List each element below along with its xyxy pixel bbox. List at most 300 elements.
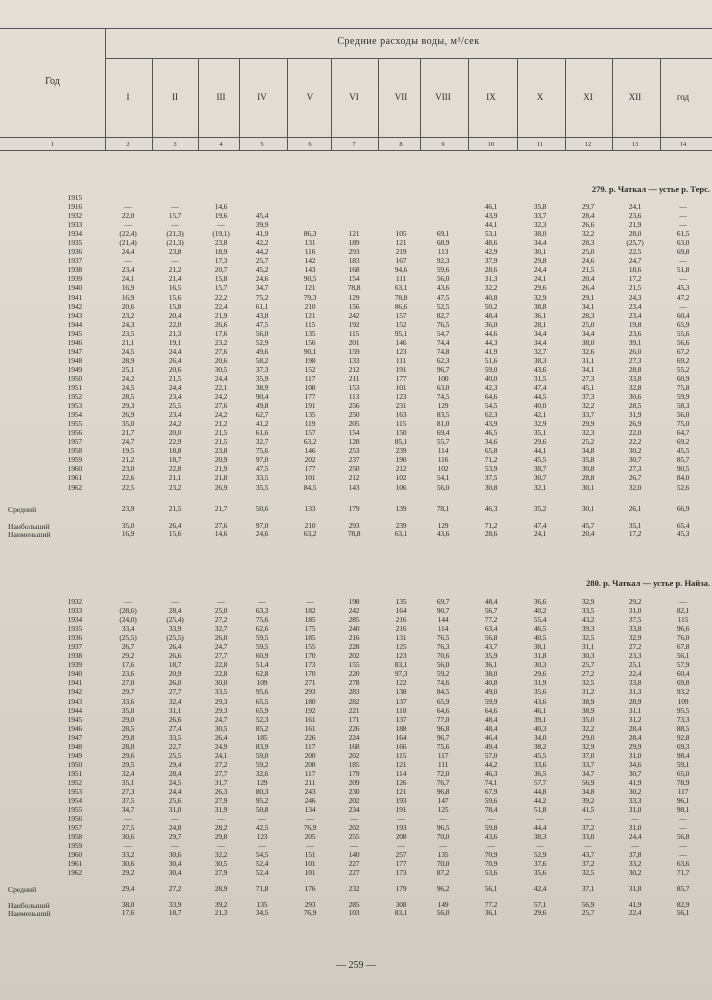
header-column-rule [517,58,518,150]
table-cell: 35,1 [533,428,547,438]
table-cell: 22,4 [214,301,228,311]
table-cell: 34,7 [121,805,135,815]
table-cell: 24,3 [121,319,135,329]
table-cell: 52,4 [255,859,269,869]
stat-value: 22,4 [628,908,642,917]
col-number: 12 [584,141,592,148]
stat-value: 26,1 [628,504,642,513]
table-cell: 42,2 [255,238,269,248]
data-column [154,597,196,877]
stat-value: 71,2 [484,521,498,530]
table-cell: 33,5 [214,687,228,697]
table-cell: 43,6 [436,283,450,293]
table-cell: 15,7 [168,211,182,221]
table-cell: 26,9 [214,482,228,492]
section-title: 279. р. Чаткал — устье р. Терс. [591,184,710,194]
table-cell: 23,6 [628,211,642,221]
header-column-rule [152,58,153,150]
stat-value: 21,3 [214,908,228,917]
table-cell: 123 [256,832,268,842]
table-cell: 23,8 [214,446,228,456]
table-cell: 31,8 [533,651,547,661]
stat-value: 29,6 [533,908,547,917]
table-cell: 28,5 [628,401,642,411]
table-cell: 21,5 [581,265,595,275]
stat-value: 33,9 [168,900,182,909]
table-cell: 237 [348,455,360,465]
table-cell: — [171,814,179,824]
table-cell: 74,6 [436,678,450,688]
table-cell: 51,6 [484,355,498,365]
table-cell: 84,5 [303,482,317,492]
table-cell: 111 [395,274,407,284]
table-cell: 143 [304,265,316,275]
stat-value: 37,1 [581,884,595,893]
year-cell: 1932 [67,211,82,221]
table-cell: 164 [395,606,407,616]
col-number: 3 [173,141,177,148]
table-cell: (25,7) [626,238,644,248]
table-cell: 253 [348,446,360,456]
table-cell: 192 [348,319,360,329]
month-header: XII [628,92,642,102]
table-cell: 185 [256,732,268,742]
stat-value: 293 [348,521,360,530]
table-cell: 24,2 [121,373,135,383]
table-cell: 138 [395,687,407,697]
table-cell: 95,2 [255,796,269,806]
table-cell: 69,2 [676,355,690,365]
table-cell: 64,7 [676,428,690,438]
year-cell: 1952 [67,392,82,402]
table-cell: 25,0 [581,319,595,329]
table-cell: 26,4 [168,355,182,365]
table-cell: 239 [395,446,407,456]
table-cell: 185 [304,615,316,625]
table-cell: 20,6 [214,355,228,365]
table-cell: 21,2 [168,265,182,275]
year-cell: 1950 [67,373,82,383]
table-cell: 24,4 [168,346,182,356]
table-cell: 111 [437,759,449,769]
table-cell: 180 [304,696,316,706]
table-cell: 69,8 [676,678,690,688]
header-number-rule [0,150,712,151]
table-cell: 105 [395,229,407,239]
stat-value: 63,2 [303,529,317,538]
col-number: 4 [219,141,223,148]
table-cell: 63,6 [676,859,690,869]
table-cell: 85,1 [394,437,408,447]
stat-value: 29,4 [121,884,135,893]
table-cell: 24,7 [214,714,228,724]
table-cell: 70,9 [484,859,498,869]
table-cell: 20,6 [168,364,182,374]
table-cell: — [171,256,179,266]
table-cell: 38,2 [533,741,547,751]
table-cell: 41,9 [628,777,642,787]
table-cell: 60,9 [255,651,269,661]
table-cell: — [679,202,687,212]
table-cell: 27,9 [214,796,228,806]
table-cell: (19,1) [212,229,230,239]
table-cell: 123 [395,346,407,356]
stat-value: 47,4 [533,521,547,530]
table-cell: 77,0 [436,714,450,724]
year-cell: 1962 [67,868,82,878]
table-cell: 17,3 [214,256,228,266]
col-number: 6 [308,141,312,148]
table-cell: 32,7 [214,624,228,634]
table-cell: 190 [395,455,407,465]
table-cell: 21,4 [168,274,182,284]
stat-label: Средний [8,885,37,894]
table-cell: 52,3 [255,714,269,724]
year-cell: 1938 [67,651,82,661]
table-cell: 98,1 [676,805,690,815]
year-cell: 1937 [67,642,82,652]
table-cell: 175 [304,624,316,634]
data-column [289,597,331,877]
table-cell: 63,0 [676,238,690,248]
table-cell: 23,2 [121,310,135,320]
stat-value: 239 [395,521,407,530]
table-cell: 34,0 [533,732,547,742]
stat-value: 232 [348,884,360,893]
table-cell: 18,7 [168,455,182,465]
table-cell: 45,4 [255,211,269,221]
table-cell: 52,9 [533,850,547,860]
year-cell: 1947 [67,346,82,356]
table-cell: 22,8 [168,464,182,474]
table-cell: 35,5 [255,482,269,492]
stat-value: 57,1 [533,900,547,909]
table-cell: 30,3 [581,651,595,661]
data-column [422,597,464,877]
table-cell: 24,4 [168,786,182,796]
table-cell: 36,1 [533,310,547,320]
table-cell: 79,3 [303,292,317,302]
year-cell: 1944 [67,705,82,715]
table-cell: 34,7 [581,768,595,778]
table-cell: 27,3 [581,373,595,383]
table-cell: 33,9 [168,624,182,634]
table-cell: — [124,202,132,212]
table-cell: 256 [348,401,360,411]
table-cell: 257 [395,850,407,860]
table-cell: 74,5 [436,392,450,402]
table-cell: 26,4 [581,283,595,293]
table-cell: 92,8 [676,732,690,742]
table-cell: 116 [304,247,316,257]
year-cell: 1933 [67,606,82,616]
table-cell: 63,3 [255,606,269,616]
table-cell: 64,6 [484,705,498,715]
table-cell: 90,7 [436,606,450,616]
table-cell: 20,6 [121,301,135,311]
table-cell: 25,0 [581,247,595,257]
stat-label: Наименьший [8,530,51,539]
stat-value: 42,4 [533,884,547,893]
table-cell: 246 [304,796,316,806]
table-cell: 59,2 [255,759,269,769]
table-cell: 41,5 [581,805,595,815]
table-cell: 98,4 [676,750,690,760]
col-number: 14 [679,141,687,148]
table-cell: 33,6 [121,696,135,706]
header-column-rule [612,58,613,150]
table-cell: 38,3 [533,355,547,365]
table-cell: 37,5 [484,473,498,483]
table-cell: 198 [348,597,360,606]
table-cell: 125 [437,805,449,815]
table-cell: 24,7 [628,256,642,266]
month-header: III [216,92,226,102]
table-cell: 28,4 [168,768,182,778]
stat-value: 35,0 [121,521,135,530]
year-cell: 1954 [67,410,82,420]
table-cell: 31,7 [214,777,228,787]
table-cell: 26,4 [214,732,228,742]
data-column [662,597,704,877]
table-cell: 39,1 [628,337,642,347]
table-cell: 52,9 [255,337,269,347]
table-cell: 29,8 [533,256,547,266]
table-cell: 96,6 [676,624,690,634]
table-cell: 45,5 [533,455,547,465]
table-cell: 76,5 [436,633,450,643]
header-column-rule [420,58,421,150]
table-cell: 293 [348,247,360,257]
data-column [614,597,656,877]
header-column-rule [468,58,469,150]
table-cell: 27,0 [121,678,135,688]
table-cell: 37,9 [484,256,498,266]
table-cell: 15,6 [168,292,182,302]
table-cell: 23,4 [168,392,182,402]
table-cell: — [350,814,358,824]
table-cell: 27,5 [121,823,135,833]
table-cell: 32,6 [581,346,595,356]
table-cell: 30,3 [533,660,547,670]
table-cell: 24,6 [255,274,269,284]
table-cell: 51,4 [255,660,269,670]
year-cell: 1949 [67,750,82,760]
table-cell: 69,1 [436,229,450,239]
table-cell: 43,7 [581,850,595,860]
table-cell: 37,3 [581,392,595,402]
table-cell: 60,4 [676,310,690,320]
stat-value: 28,9 [214,884,228,893]
table-cell: 151 [304,850,316,860]
table-cell: 19,5 [121,446,135,456]
table-cell: 278 [348,678,360,688]
table-cell: 23,6 [121,669,135,679]
table-cell: 43,6 [533,696,547,706]
stat-value: 27,6 [214,521,228,530]
table-cell: 17,6 [121,660,135,670]
table-cell: 53,1 [484,229,498,239]
table-cell: 26,9 [121,410,135,420]
table-cell: 26,3 [214,786,228,796]
table-cell: 208 [304,759,316,769]
table-cell: — [487,814,495,824]
col-number: 5 [260,141,264,148]
table-cell: 22,8 [214,669,228,679]
stat-label: Наибольший [8,901,50,910]
table-cell: 26,9 [628,419,642,429]
table-cell: 50,8 [255,805,269,815]
table-cell: 40,2 [533,606,547,616]
table-cell: 75,0 [676,419,690,429]
stat-value: 82,9 [676,900,690,909]
year-cell: 1958 [67,446,82,456]
table-cell: 211 [348,373,360,383]
table-cell: 72,0 [436,768,450,778]
table-cell: 21,8 [214,473,228,483]
table-cell: 24,5 [121,382,135,392]
table-cell: 29,6 [533,437,547,447]
header-column-rule [105,28,106,150]
table-cell: 161 [304,714,316,724]
table-cell: 74,4 [436,337,450,347]
table-cell: 23,8 [214,238,228,248]
table-cell: 101 [304,859,316,869]
table-cell: 75,2 [255,292,269,302]
table-cell: 202 [348,796,360,806]
table-cell: — [679,823,687,833]
table-cell: — [124,220,132,230]
table-cell: 34,6 [484,437,498,447]
table-cell: 227 [348,868,360,878]
year-cell: 1943 [67,310,82,320]
table-cell: 35,0 [121,419,135,429]
table-cell: 179 [348,768,360,778]
year-cell: 1950 [67,759,82,769]
table-cell: 55,4 [533,615,547,625]
col-number: 11 [536,141,544,148]
table-cell: 54,5 [484,401,498,411]
table-cell: 143 [348,482,360,492]
table-cell: 45,3 [676,283,690,293]
table-cell: 30,4 [168,859,182,869]
data-column [519,202,561,492]
table-cell: 14,6 [214,202,228,212]
table-cell: — [124,597,132,606]
table-cell: 125 [395,642,407,652]
table-cell: 202 [348,823,360,833]
table-cell: 24,6 [581,256,595,266]
table-cell: 142 [304,256,316,266]
table-cell: 28,0 [628,229,642,239]
table-cell: 113 [348,392,360,402]
stat-value: 15,6 [168,529,182,538]
stat-value: 135 [256,900,268,909]
table-cell: 15,7 [214,283,228,293]
table-cell: 30,7 [533,473,547,483]
year-cell: 1934 [67,615,82,625]
table-cell: 43,6 [533,364,547,374]
table-cell: — [397,841,405,851]
table-cell: 21,5 [214,437,228,447]
table-cell: 19,8 [628,319,642,329]
table-cell: 26,6 [214,319,228,329]
table-cell: 185 [348,759,360,769]
table-cell: 137 [395,696,407,706]
table-cell: 121 [304,310,316,320]
section-title: 280. р. Чаткал — устье р. Найза. [586,578,710,588]
table-cell: 205 [348,419,360,429]
table-cell: 85,7 [676,455,690,465]
table-cell: 161 [304,723,316,733]
month-header: VII [394,92,408,102]
table-cell: 56,1 [676,651,690,661]
table-cell: 47,5 [255,464,269,474]
table-cell: 114 [437,446,449,456]
table-cell: 49,6 [255,346,269,356]
table-cell: 29,5 [121,759,135,769]
table-cell: 52,6 [676,482,690,492]
table-cell: 44,1 [533,446,547,456]
table-cell: 101 [304,868,316,878]
stat-value: 35,1 [628,521,642,530]
table-cell: 20,9 [214,455,228,465]
table-cell: 173 [304,660,316,670]
table-cell: 24,2 [168,419,182,429]
table-cell: 115 [395,419,407,429]
table-cell: 202 [348,651,360,661]
year-column [40,193,82,492]
stat-value: 56,9 [581,900,595,909]
table-cell: (21,4) [119,238,137,248]
table-cell: 74,8 [436,346,450,356]
table-cell: 50,2 [484,301,498,311]
table-cell: 29,3 [214,705,228,715]
table-cell: 24,4 [214,373,228,383]
table-cell: 55,2 [676,364,690,374]
table-cell: 110 [395,705,407,715]
table-cell: 33,8 [628,678,642,688]
table-cell: 154 [348,274,360,284]
table-cell: 48,4 [484,597,498,606]
table-cell: 133 [348,355,360,365]
table-cell: — [679,814,687,824]
stat-value: 96,2 [436,884,450,893]
table-cell: 27,7 [214,651,228,661]
year-cell: 1939 [67,274,82,284]
table-cell: 51,8 [676,265,690,275]
table-cell: 45,1 [581,382,595,392]
table-cell: 23,3 [628,651,642,661]
table-cell: 83,5 [436,410,450,420]
table-cell: 62,7 [255,410,269,420]
table-cell: 43,8 [255,310,269,320]
table-cell: 152 [395,319,407,329]
table-cell: 90,5 [676,464,690,474]
header-column-rule [198,58,199,150]
table-cell: 216 [395,624,407,634]
table-cell: 36,6 [533,597,547,606]
table-cell: 20,4 [581,274,595,284]
table-cell: 56,8 [484,633,498,643]
table-cell: (25,4) [166,615,184,625]
table-cell: 21,2 [214,419,228,429]
table-cell: 109 [677,696,689,706]
stat-value: 31,8 [628,884,642,893]
table-cell: 56,9 [581,777,595,787]
table-cell: 38,0 [581,337,595,347]
table-cell: 59,2 [436,669,450,679]
